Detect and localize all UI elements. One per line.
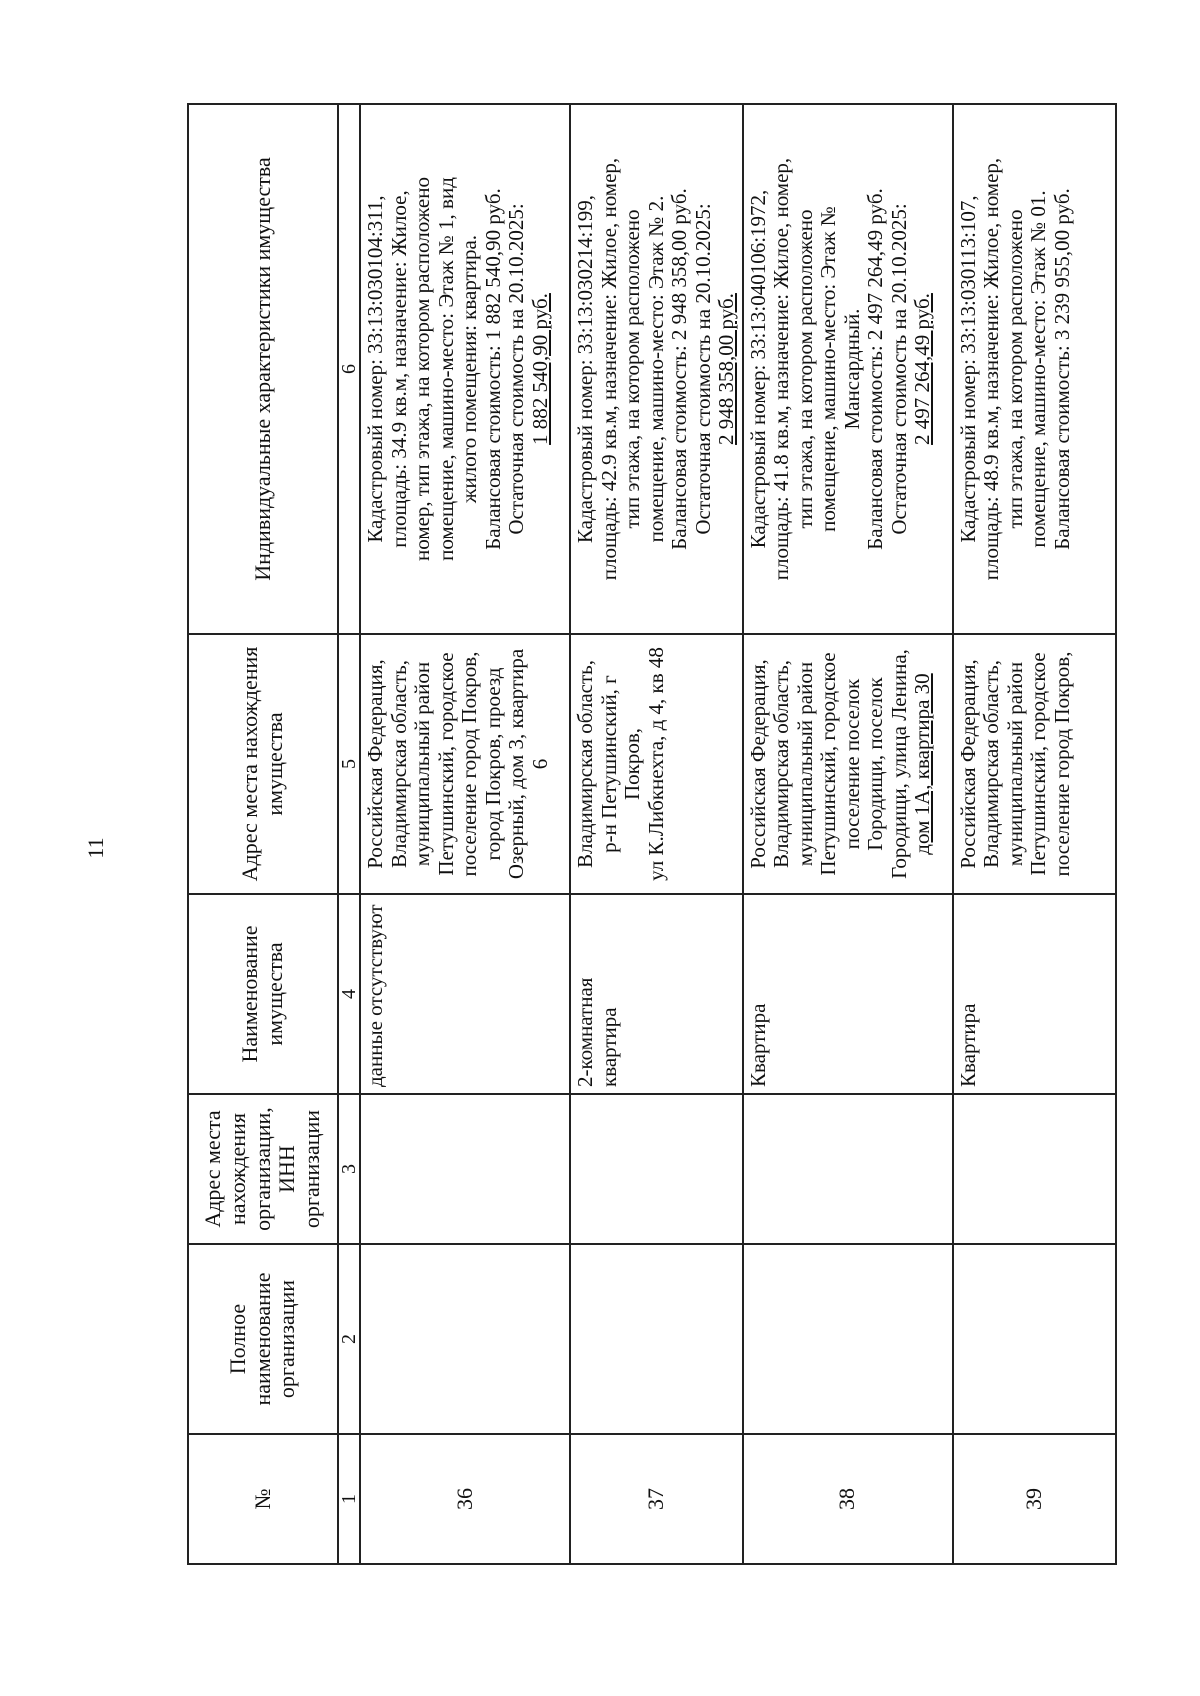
address-line: Владимирская область, [979,660,1004,868]
property-name-cell: 2-комнатная квартира [570,894,743,1094]
characteristics-line: номер, тип этажа, на котором расположено [410,177,435,562]
property-address-cell [743,634,953,894]
address-line: поселение город Покров, [457,651,482,877]
characteristics-line: Кадастровый номер: 33:13:030214:199, [573,194,597,544]
property-address-cell [570,634,743,894]
characteristics-line: Балансовая стоимость: 1 882 540,90 руб. [480,188,505,550]
address-line: Российская Федерация, [955,659,980,869]
address-line: поселение поселок [839,678,864,850]
address-line: Российская Федерация, [363,659,387,869]
header-characteristics: Индивидуальные характеристики имущества [188,104,338,634]
address-line: Озерный, дом 3, квартира 6 [504,648,552,880]
table-row [360,104,570,1564]
org-address-cell [743,1094,953,1244]
characteristics-line: тип этажа, на котором расположено [792,209,817,529]
column-number: 6 [338,104,360,634]
characteristics-line: площадь: 42.9 кв.м, назначение: Жилое, номер, [596,157,621,581]
address-line: Владимирская область, [769,660,794,868]
address-line: Петушинский, городское [816,652,841,876]
property-address-cell [360,634,570,894]
address-line: ул К.Либкнехта, д 4, кв 48 [643,647,668,881]
address-line: р-н Петушинский, г Покров, [596,675,645,853]
row-number: 39 [953,1434,1116,1564]
page-number: 11 [83,837,108,859]
characteristics-line: Кадастровый номер: 33:13:030113:107, [955,195,980,543]
org-name-cell [743,1244,953,1434]
table-row [953,104,1116,1564]
characteristics-cell [743,104,953,634]
table-row [570,104,743,1564]
org-address-cell [570,1094,743,1244]
characteristics-line: Остаточная стоимость на 20.10.2025: [886,203,911,535]
column-number: 2 [338,1244,360,1434]
address-line: дом 1А, квартира 30 [910,673,935,855]
column-number-row [338,104,360,1564]
address-line: Российская Федерация, [745,659,770,869]
characteristics-line: жилого помещения: квартира. [457,234,482,504]
property-name-cell: данные отсутствуют [360,894,570,1094]
characteristics-line: Балансовая стоимость: 2 497 264,49 руб. [863,188,888,550]
org-address-cell [953,1094,1116,1244]
characteristics-line: 2 497 264,49 руб. [910,293,935,445]
address-line: город Покров, проезд [480,667,505,861]
characteristics-line: Кадастровый номер: 33:13:030104:311, [363,195,387,543]
characteristics-cell [570,104,743,634]
header-property-name: Наименование имущества [188,894,338,1094]
address-line: муниципальный район [410,661,435,867]
address-line: Городищи, поселок [863,677,888,851]
row-number: 36 [360,1434,570,1564]
header-property-address: Адрес места нахождения имущества [188,634,338,894]
characteristics-line: 1 882 540,90 руб. [527,293,552,445]
address-line: поселение город Покров, [1049,651,1074,877]
characteristics-line: Мансардный. [839,308,864,430]
header-row [188,104,338,1564]
characteristics-cell [360,104,570,634]
rotated-page [187,105,1112,1565]
property-name-cell: Квартира [743,894,953,1094]
header-org-name: Полное наименование организации [188,1244,338,1434]
address-line: Городищи, улица Ленина, [886,649,911,879]
address-line: Владимирская область, [386,660,411,868]
characteristics-line: помещение, машино-место: Этаж № [816,206,841,532]
characteristics-line: Балансовая стоимость: 2 948 358,00 руб. [667,188,692,550]
characteristics-line: Балансовая стоимость: 3 239 955,00 руб. [1049,188,1074,550]
address-line: Владимирская область, [573,660,597,868]
characteristics-cell [953,104,1116,634]
address-line: Петушинский, городское [1026,652,1051,876]
org-name-cell [360,1244,570,1434]
property-name-cell: Квартира [953,894,1116,1094]
characteristics-line: площадь: 48.9 кв.м, назначение: Жилое, номер, [979,157,1004,581]
header-org-address: Адрес места нахождения организации, ИНН организации [188,1094,338,1244]
column-number: 5 [338,634,360,894]
characteristics-line: Остаточная стоимость на 20.10.2025: [690,203,715,535]
address-line: Петушинский, городское [433,652,458,876]
characteristics-line: тип этажа, на котором расположено [1002,209,1027,529]
org-address-cell [360,1094,570,1244]
characteristics-line: помещение, машино-место: Этаж № 01. [1026,190,1051,548]
property-address-cell [953,634,1116,894]
characteristics-line: тип этажа, на котором расположено [620,209,645,529]
header-number: № [188,1434,338,1564]
address-line: муниципальный район [792,661,817,867]
characteristics-line: площадь: 34.9 кв.м, назначение: Жилое, [386,190,411,548]
characteristics-line: Остаточная стоимость на 20.10.2025: [504,203,529,535]
column-number: 4 [338,894,360,1094]
row-number: 37 [570,1434,743,1564]
characteristics-line: помещение, машино-место: Этаж № 2. [643,195,668,543]
characteristics-line: площадь: 41.8 кв.м, назначение: Жилое, номер, [769,157,794,581]
row-number: 38 [743,1434,953,1564]
org-name-cell [570,1244,743,1434]
column-number: 3 [338,1094,360,1244]
characteristics-line: 2 948 358,00 руб. [714,293,739,445]
characteristics-line: Кадастровый номер: 33:13:040106:1972, [745,189,770,549]
address-line: муниципальный район [1002,661,1027,867]
property-table [187,103,1117,1565]
org-name-cell [953,1244,1116,1434]
column-number: 1 [338,1434,360,1564]
table-row [743,104,953,1564]
characteristics-line: помещение, машино-место: Этаж № 1, вид [433,177,458,561]
